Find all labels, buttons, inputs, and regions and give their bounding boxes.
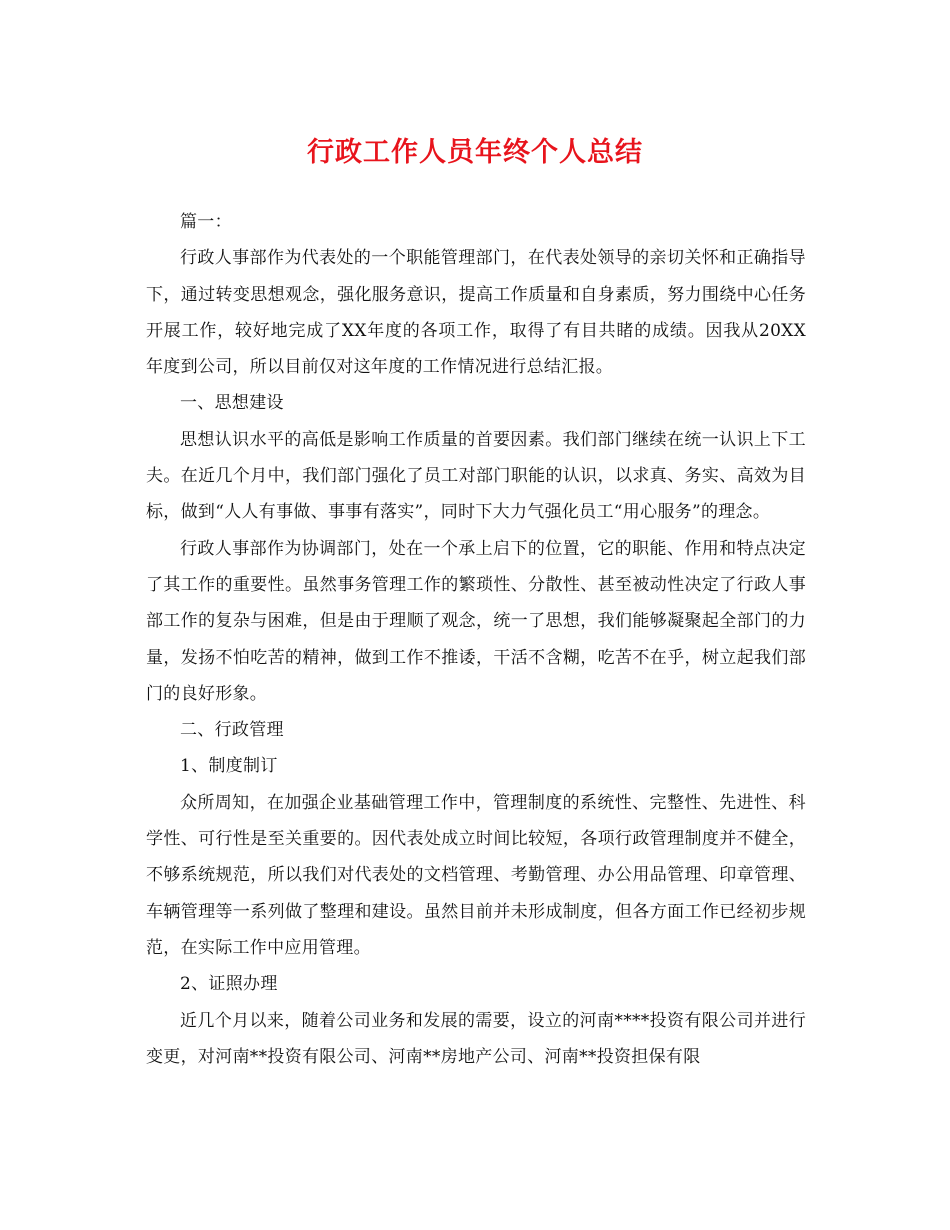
heading-ideological-building: 一、思想建设 [180,393,284,414]
document-title: 行政工作人员年终个人总结 [307,137,643,168]
document-body [146,204,806,1075]
paragraph-system-formulation: 众所周知，在加强企业基础管理工作中，管理制度的系统性、完整性、先进性、科学性、可行性是至关重要的。因代表处成立时间比较短，各项行政管理制度并不健全，不够系统规范，所以我们对代表处的文档管理、考勤管理、办公用品管理、印章管理、车辆管理等一系列做了整理和建设。虽然目前并未形成制度，但各方面工作已经初步规范，在实际工作中应用管理。 [146,792,806,958]
heading-administrative-management: 二、行政管理 [180,720,284,741]
paragraph-license-processing: 近几个月以来，随着公司业务和发展的需要，设立的河南****投资有限公司并进行变更，对河南**投资有限公司、河南**房地产公司、河南**投资担保有限 [146,1010,806,1067]
subheading-license-processing: 2、证照办理 [180,974,278,995]
section-label-part-one: 篇一： [180,212,232,232]
paragraph-ideology-2: 行政人事部作为协调部门，处在一个承上启下的位置，它的职能、作用和特点决定了其工作的重要性。虽然事务管理工作的繁琐性、分散性、甚至被动性决定了行政人事部工作的复杂与困难，但是由于理顺了观念，统一了思想，我们能够凝聚起全部门的力量，发扬不怕吃苦的精神，做到工作不推诿，干活不含糊，吃苦不在乎，树立起我们部门的良好形象。 [146,538,806,704]
subheading-system-formulation: 1、制度制订 [180,756,278,777]
paragraph-ideology-1: 思想认识水平的高低是影响工作质量的首要因素。我们部门继续在统一认识上下工夫。在近几个月中，我们部门强化了员工对部门职能的认识，以求真、务实、高效为目标，做到“人人有事做、事事有落实”，同时下大力气强化员工“用心服务”的理念。 [146,429,806,523]
paragraph-intro: 行政人事部作为代表处的一个职能管理部门，在代表处领导的亲切关怀和正确指导下，通过转变思想观念，强化服务意识，提高工作质量和自身素质，努力围绕中心任务开展工作，较好地完成了XX年度的各项工作，取得了有目共睹的成绩。因我从20XX年度到公司，所以目前仅对这年度的工作情况进行总结汇报。 [146,248,806,378]
